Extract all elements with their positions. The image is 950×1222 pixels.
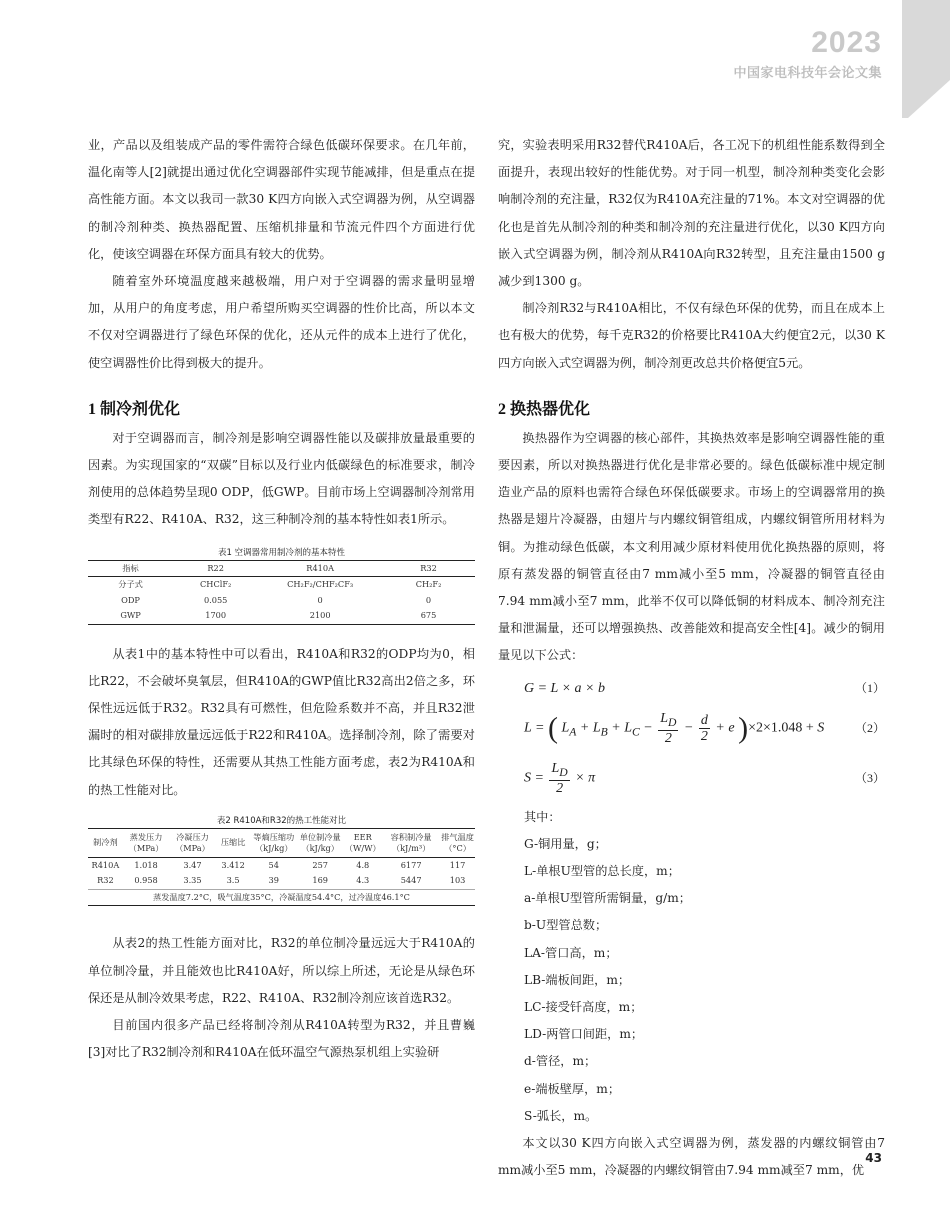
table-cell: 1700	[173, 608, 258, 624]
equation-2	[498, 704, 885, 754]
table-2-header: EER（W/W）	[343, 828, 382, 857]
table-cell: 54	[268, 859, 279, 870]
where-label: 其中：	[524, 809, 561, 824]
table-cell: 5447	[400, 875, 422, 886]
table-row	[88, 608, 475, 624]
table-cell: 103	[449, 875, 466, 886]
table-2-header: 蒸发压力（MPa）	[123, 828, 169, 857]
left-paragraph-6: 目前国内很多产品已经将制冷剂从R410A转型为R32，并且曹巍[3]对比了R32制冷剂和R410A在低环温空气源热泵机组上实验研	[88, 1017, 475, 1060]
header-subtitle: 中国家电科技年会论文集	[733, 66, 882, 81]
table-2-caption: 表2 R410A和R32的热工性能对比	[216, 815, 347, 826]
section-heading-1: 1 制冷剂优化	[88, 400, 181, 418]
right-paragraph-4: 本文以30 K四方向嵌入式空调器为例，蒸发器的内螺纹铜管由7 mm减小至5 mm，冷凝器的内螺纹铜管由7.94 mm减至7 mm，优	[498, 1136, 885, 1178]
equation-2-number: （2）	[854, 721, 885, 736]
right-paragraph-1: 究，实验表明采用R32替代R410A后，各工况下的机组性能系数得到全面提升，表现出较好的性能优势。对于同一机型，制冷剂种类变化会影响制冷剂的充注量，R32仅为R410A充注量的71%。本文对空调器的优化也是首先从制冷剂的种类和制冷剂的充注量进行优化，以30 K四方向嵌入式空调器为例，制冷剂从R410A向R32转型，且充注量由1500 g减少到1300 g。	[498, 138, 885, 289]
table-cell: 0.958	[134, 875, 158, 886]
table-cell: GWP	[88, 608, 173, 624]
table-1-header: R410A	[258, 560, 382, 577]
variable-definition: L-单根U型管的总长度，m；	[524, 864, 680, 879]
equation-2-formula: L = ( $L_A + L_B + L_C$ − $\frac{L_D}{2}$ − $\frac{d}{2}$ + e )×2×1.048 + S	[524, 711, 825, 747]
table-1-header: R32	[382, 560, 475, 577]
variable-definition: LD-两管口间距，m；	[524, 1027, 644, 1042]
table-cell: 3.47	[183, 859, 202, 870]
table-cell: 3.35	[183, 875, 202, 886]
variable-definition: e-端板壁厚，m；	[524, 1081, 621, 1096]
header-year: 2023	[811, 26, 882, 59]
table-cell: 分子式	[118, 579, 143, 590]
table-2-header: 压缩比	[216, 828, 251, 857]
table-2	[88, 814, 475, 907]
table-note-row	[88, 889, 475, 906]
equation-1-number: （1）	[854, 681, 885, 696]
table-cell: 6177	[400, 859, 422, 870]
table-row	[88, 873, 475, 889]
table-2-note: 蒸发温度7.2°C，吸气温度35°C，冷凝温度54.4°C，过冷温度46.1°C	[88, 889, 475, 906]
variable-definition: b-U型管总数；	[524, 918, 608, 933]
equation-1	[498, 674, 885, 704]
equation-3	[498, 754, 885, 804]
table-2-header: 容积制冷量（kJ/m³）	[382, 828, 440, 857]
equation-1-formula: G = L × a × b	[524, 681, 605, 697]
table-cell: 4.3	[356, 875, 370, 886]
page-number: 43	[865, 1151, 882, 1165]
equation-3-formula: S = $\frac{L_D}{2}$ × π	[524, 761, 596, 797]
table-row	[88, 593, 475, 609]
table-cell: ODP	[121, 594, 140, 605]
variable-definition: G-铜用量，g；	[524, 836, 607, 851]
table-1-header: 指标	[88, 560, 173, 577]
page-corner-fold	[908, 80, 950, 118]
table-2-header: 单位制冷量（kJ/kg）	[297, 828, 343, 857]
left-paragraph-5: 从表2的热工性能方面对比，R32的单位制冷量远远大于R410A的单位制冷量，并且能效也比R410A好，所以综上所述，无论是从绿色环保还是从制冷效果考虑，R22、R410A、R32制冷剂应该首选R32。	[88, 936, 475, 1005]
table-row	[88, 577, 475, 593]
variable-definition: a-单根U型管所需铜量，g/m；	[524, 891, 691, 906]
table-1-caption: 表1 空调器常用制冷剂的基本特性	[217, 547, 346, 558]
table-2-header: 冷凝压力（MPa）	[169, 828, 215, 857]
variable-definition: d-管径，m；	[524, 1054, 597, 1069]
table-2-header: 制冷剂	[88, 828, 123, 857]
table-1	[88, 546, 475, 625]
table-1-header: R22	[173, 560, 258, 577]
table-cell: 675	[382, 608, 475, 624]
table-cell: 39	[268, 875, 279, 886]
right-paragraph-3: 换热器作为空调器的核心部件，其换热效率是影响空调器性能的重要因素，所以对换热器进行优化是非常必要的。绿色低碳标准中规定制造业产品的原料也需符合绿色环保低碳要求。市场上的空调器常用的换热器是翅片冷凝器，由翅片与内螺纹铜管组成，内螺纹铜管所用材料为铜。为推动绿色低碳，本文利用减少原材料使用优化换热器的原则，将原有蒸发器的铜管直径由7 mm减小至5 mm，冷凝器的铜管直径由7.94 mm减小至7 mm，此举不仅可以降低铜的材料成本、制冷剂充注量和泄漏量，还可以增强换热、改善能效和提高安全性[4]。减少的铜用量见以下公式：	[498, 430, 885, 663]
equation-3-number: （3）	[854, 771, 885, 786]
table-cell: R410A	[91, 859, 120, 870]
left-paragraph-2: 随着室外环境温度越来越极端，用户对于空调器的需求量明显增加，从用户的角度考虑，用户希望所购买空调器的性价比高，所以本文不仅对空调器进行了绿色环保的优化，还从元件的成本上进行了优化，使空调器性价比得到极大的提升。	[88, 274, 475, 370]
table-cell: R32	[97, 875, 114, 886]
variable-definition: LA-管口高，m；	[524, 945, 618, 960]
table-cell: 0	[317, 594, 323, 605]
table-cell: CH₂F₂	[415, 579, 442, 590]
table-cell: 4.8	[356, 859, 370, 870]
table-cell: 0.055	[203, 594, 228, 605]
table-cell: 1.018	[134, 859, 158, 870]
table-cell: CHClF₂	[200, 579, 232, 590]
section-heading-2: 2 换热器优化	[498, 400, 591, 418]
right-paragraph-2: 制冷剂R32与R410A相比，不仅有绿色环保的优势，而且在成本上也有极大的优势，每千克R32的价格要比R410A大约便宜2元，以30 K四方向嵌入式空调器为例，制冷剂更改总共价格便宜5元。	[498, 301, 885, 370]
table-2-header: 等熵压缩功（kJ/kg）	[251, 828, 297, 857]
left-column	[88, 132, 475, 1066]
left-paragraph-1: 业，产品以及组装成产品的零件需符合绿色低碳环保要求。在几年前，温化南等人[2]就提出通过优化空调器部件实现节能减排，但是重点在提高性能方面。本文以我司一款30 K四方向嵌入式空调器为例，从空调器的制冷剂种类、换热器配置、压缩机排量和节流元件四个方面进行优化，使该空调器在环保方面具有较大的优势。	[88, 138, 475, 261]
right-column	[498, 132, 885, 1185]
table-row	[88, 857, 475, 873]
table-cell: 169	[312, 875, 328, 886]
table-cell: 117	[449, 859, 466, 870]
left-paragraph-4: 从表1中的基本特性中可以看出，R410A和R32的ODP均为0，相比R22，不会破坏臭氧层，但R410A的GWP值比R32高出2倍之多，环保性远远低于R32。R32具有可燃性，但危险系数并不高，并且R32泄漏时的相对碳排放量远远低于R22和R410A。选择制冷剂，除了需要对比其绿色环保的特性，还需要从其热工性能方面考虑，表2为R410A和的热工性能对比。	[88, 646, 475, 797]
table-cell: 3.5	[226, 875, 240, 886]
table-cell: 3.412	[221, 859, 245, 870]
table-cell: CH₂F₂/CHF₂CF₃	[287, 579, 354, 590]
variable-definition: S-弧长，m。	[524, 1108, 598, 1123]
variable-definition: LB-端板间距，m；	[524, 972, 631, 987]
table-2-header: 排气温度（°C）	[440, 828, 475, 857]
variable-definition: LC-接受钎高度，m；	[524, 1000, 643, 1015]
table-cell: 257	[312, 859, 328, 870]
left-paragraph-3: 对于空调器而言，制冷剂是影响空调器性能以及碳排放量最重要的因素。为实现国家的“双碳”目标以及行业内低碳绿色的标准要求，制冷剂使用的总体趋势呈现0 ODP，低GWP。目前市场上空调器制冷剂常用类型有R22、R410A、R32，这三种制冷剂的基本特性如表1所示。	[88, 430, 475, 527]
table-cell: 0	[425, 594, 432, 605]
table-cell: 2100	[258, 608, 382, 624]
